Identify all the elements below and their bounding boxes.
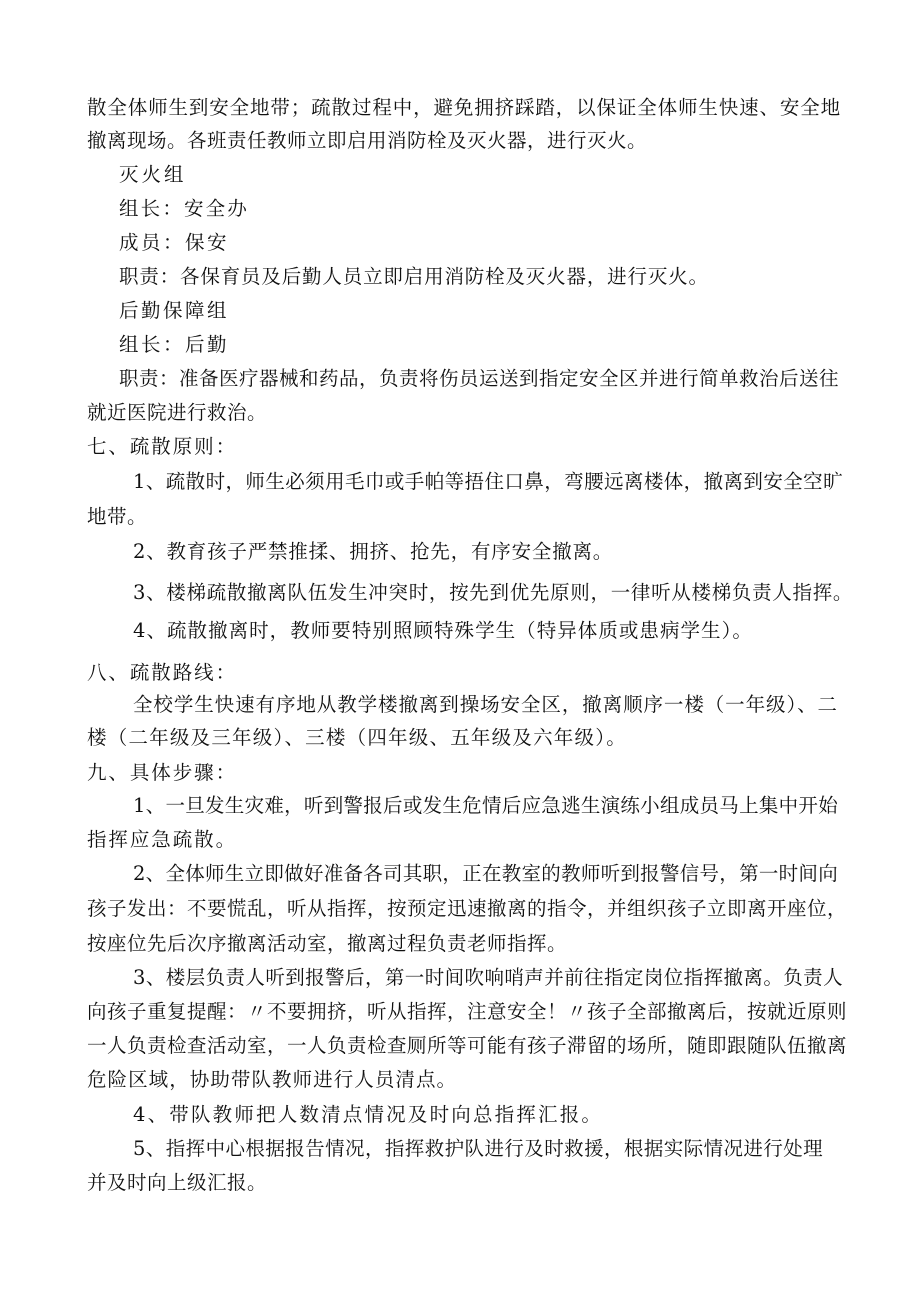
text-line: 1、一旦发生灾难，听到警报后或发生危情后应急逃生演练小组成员马上集中开始 bbox=[133, 794, 838, 817]
text-line: 灭火组 bbox=[119, 163, 187, 186]
text-line: 按座位先后次序撤离活动室，撤离过程负责老师指挥。 bbox=[87, 932, 567, 955]
text-line: 危险区域，协助带队教师进行人员清点。 bbox=[87, 1068, 457, 1091]
text-line: 指挥应急疏散。 bbox=[87, 828, 237, 851]
text-line: 向孩子重复提醒：〃不要拥挤，听从指挥，注意安全！〃孩子全部撤离后，按就近原则 bbox=[87, 1000, 847, 1023]
text-line: 楼（二年级及三年级）、三楼（四年级、五年级及六年级）。 bbox=[87, 726, 627, 749]
section-heading: 七、疏散原则： bbox=[87, 435, 237, 458]
text-line: 散全体师生到安全地带；疏散过程中，避免拥挤踩踏，以保证全体师生快速、安全地 bbox=[87, 96, 841, 119]
text-line: 3、楼梯疏散撤离队伍发生冲突时，按先到优先原则，一律听从楼梯负责人指挥。 bbox=[133, 581, 853, 604]
text-line: 成员：保安 bbox=[119, 231, 229, 254]
text-line: 撤离现场。各班责任教师立即启用消防栓及灭火器，进行灭火。 bbox=[87, 129, 647, 152]
text-line: 2、教育孩子严禁推揉、拥挤、抢先，有序安全撤离。 bbox=[133, 540, 613, 563]
text-line: 并及时向上级汇报。 bbox=[87, 1171, 267, 1194]
text-line: 4、疏散撤离时，教师要特别照顾特殊学生（特异体质或患病学生）。 bbox=[133, 619, 753, 642]
text-line: 4、带队教师把人数清点情况及时向总指挥汇报。 bbox=[133, 1103, 603, 1126]
section-heading: 八、疏散路线： bbox=[87, 661, 237, 684]
text-line: 5、指挥中心根据报告情况，指挥救护队进行及时救援，根据实际情况进行处理 bbox=[133, 1137, 823, 1160]
text-line: 2、全体师生立即做好准备各司其职，正在教室的教师听到报警信号，第一时间向 bbox=[133, 862, 838, 885]
text-line: 孩子发出：不要慌乱，听从指挥，按预定迅速撤离的指令，并组织孩子立即离开座位， bbox=[87, 897, 847, 920]
text-line: 职责：各保育员及后勤人员立即启用消防栓及灭火器，进行灭火。 bbox=[119, 265, 709, 288]
text-line: 3、楼层负责人听到报警后，第一时间吹响哨声并前往指定岗位指挥撤离。负责人 bbox=[133, 966, 843, 989]
text-line: 全校学生快速有序地从教学楼撤离到操场安全区，撤离顺序一楼（一年级）、二 bbox=[133, 693, 838, 716]
text-line: 1、疏散时，师生必须用毛巾或手帕等捂住口鼻，弯腰远离楼体，撤离到安全空旷 bbox=[133, 470, 843, 493]
text-line: 就近医院进行救治。 bbox=[87, 401, 267, 424]
section-heading: 九、具体步骤： bbox=[87, 761, 237, 784]
text-line: 地带。 bbox=[87, 505, 147, 528]
text-line: 组长：后勤 bbox=[119, 333, 229, 356]
text-line: 职责：准备医疗器械和药品，负责将伤员运送到指定安全区并进行简单救治后送往 bbox=[119, 367, 839, 390]
text-line: 一人负责检查活动室，一人负责检查厕所等可能有孩子滞留的场所，随即跟随队伍撤离 bbox=[87, 1034, 847, 1057]
text-line: 后勤保障组 bbox=[119, 299, 229, 322]
text-line: 组长：安全办 bbox=[119, 197, 249, 220]
